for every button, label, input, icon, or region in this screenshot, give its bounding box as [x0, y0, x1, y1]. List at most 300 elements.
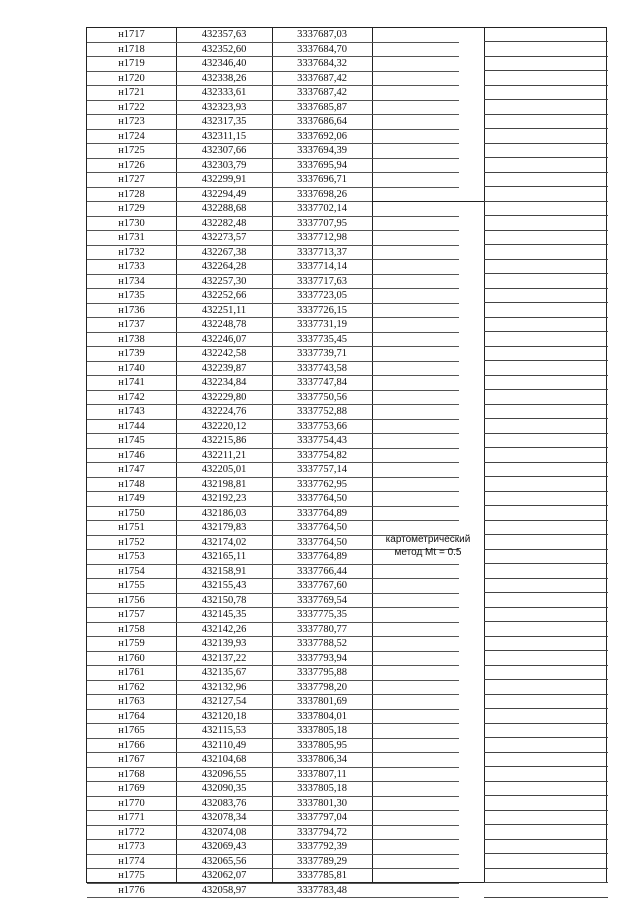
table-row: [87, 289, 459, 304]
coord-y: 3337804,01: [297, 710, 347, 722]
coord-y: 3337764,50: [297, 493, 347, 504]
table-row: [87, 652, 459, 667]
coord-y: 3337687,03: [297, 29, 347, 40]
point-id: н1726: [118, 159, 145, 171]
coord-y: 3337780,77: [297, 623, 347, 635]
coord-x: 432150,78: [201, 594, 247, 606]
point-id: н1759: [118, 638, 145, 649]
point-id: н1775: [118, 870, 145, 881]
point-id: н1750: [118, 507, 145, 519]
point-id: н1774: [118, 855, 145, 867]
coord-y: 3337798,20: [297, 681, 347, 693]
point-id: н1754: [118, 565, 145, 577]
table-row: [87, 884, 459, 899]
table-row: [87, 144, 459, 159]
table-row: [87, 391, 459, 406]
point-id: н1772: [118, 826, 145, 838]
coord-x: 432090,35: [201, 783, 247, 794]
point-id: н1722: [118, 101, 145, 113]
coord-x: 432357,63: [201, 29, 247, 40]
point-id: н1718: [118, 43, 145, 55]
coord-y: 3337805,18: [297, 783, 347, 794]
coord-x: 432179,83: [201, 522, 247, 533]
table-row: [87, 28, 459, 43]
table-row: [87, 434, 459, 449]
table-row: [87, 681, 459, 696]
table-row: [87, 57, 459, 72]
coord-x: 432145,35: [201, 609, 247, 620]
table-row: [87, 420, 459, 435]
coord-x: 432165,11: [201, 551, 247, 562]
table-row: [87, 188, 459, 203]
coord-x: 432239,87: [201, 362, 247, 374]
table-row: [87, 623, 459, 638]
error-cell-line: [484, 346, 608, 347]
error-cell-line: [484, 592, 608, 593]
coord-y: 3337807,11: [297, 768, 347, 780]
coord-y: 3337743,58: [297, 362, 347, 374]
coord-x: 432104,68: [201, 754, 247, 765]
error-cell-line: [484, 607, 608, 608]
error-cell-line: [484, 824, 608, 825]
error-cell-line: [484, 491, 608, 492]
coord-y: 3337695,94: [297, 159, 347, 171]
point-id: н1742: [118, 391, 145, 403]
coord-y: 3337717,63: [297, 275, 347, 287]
point-id: н1753: [118, 551, 145, 562]
point-id: н1762: [118, 681, 145, 693]
point-id: н1738: [118, 333, 145, 345]
coord-x: 432096,55: [201, 768, 247, 780]
table-row: [87, 173, 459, 188]
coord-y: 3337805,95: [297, 739, 347, 751]
table-row: [87, 463, 459, 478]
table-row: [87, 710, 459, 725]
table-row: [87, 739, 459, 754]
error-cell-line: [484, 737, 608, 738]
table-row: [87, 811, 459, 826]
table-row: [87, 115, 459, 130]
coord-x: 432282,48: [201, 217, 247, 229]
coord-x: 432192,23: [201, 493, 247, 504]
coord-y: 3337731,19: [297, 319, 347, 330]
table-row: [87, 362, 459, 377]
coord-x: 432069,43: [201, 841, 247, 852]
point-id: н1760: [118, 652, 145, 664]
method-cell: [372, 533, 484, 559]
coord-y: 3337754,82: [297, 449, 347, 461]
error-cell-line: [484, 563, 608, 564]
table-row: [87, 275, 459, 290]
coord-x: 432246,07: [201, 333, 247, 345]
table-row: [87, 217, 459, 232]
coord-y: 3337764,50: [297, 522, 347, 533]
table-row: [87, 797, 459, 812]
point-id: н1770: [118, 797, 145, 809]
coord-y: 3337769,54: [297, 594, 347, 606]
table-row: [87, 376, 459, 391]
point-id: н1728: [118, 188, 145, 200]
point-id: н1769: [118, 783, 145, 794]
table-row: [87, 72, 459, 87]
point-id: н1746: [118, 449, 145, 461]
coord-x: 432142,26: [201, 623, 247, 635]
point-id: н1734: [118, 275, 145, 287]
table-row: [87, 666, 459, 681]
table-row: [87, 231, 459, 246]
error-cell-line: [484, 868, 608, 869]
coord-y: 3337687,42: [297, 87, 347, 98]
point-id: н1745: [118, 435, 145, 446]
point-id: н1743: [118, 406, 145, 417]
coord-x: 432062,07: [201, 870, 247, 881]
point-id: н1768: [118, 768, 145, 780]
coord-x: 432198,81: [201, 478, 247, 490]
error-cell-line: [484, 650, 608, 651]
error-cell-line: [484, 781, 608, 782]
coord-x: 432252,66: [201, 290, 247, 301]
point-id: н1764: [118, 710, 145, 722]
table-row: [87, 492, 459, 507]
error-cell-line: [484, 708, 608, 709]
coordinates-table: [86, 27, 607, 896]
coord-x: 432267,38: [201, 246, 247, 258]
coord-y: 3337806,34: [297, 754, 347, 765]
coord-x: 432257,30: [201, 275, 247, 287]
coord-y: 3337694,39: [297, 145, 347, 156]
error-cell-line: [484, 215, 608, 216]
coord-y: 3337686,64: [297, 116, 347, 127]
coord-y: 3337747,84: [297, 377, 347, 388]
coord-x: 432248,78: [201, 319, 247, 330]
coord-y: 3337805,18: [297, 725, 347, 736]
coord-y: 3337775,35: [297, 609, 347, 620]
coord-x: 432110,49: [201, 739, 247, 751]
error-cell-line: [484, 230, 608, 231]
error-cell-line: [484, 534, 608, 535]
point-id: н1735: [118, 290, 145, 301]
point-id: н1757: [118, 609, 145, 620]
table-row: [87, 130, 459, 145]
error-cell-line: [484, 621, 608, 622]
error-cell-line: [484, 810, 608, 811]
coord-y: 3337696,71: [297, 174, 347, 185]
point-id: н1758: [118, 623, 145, 635]
table-row: [87, 579, 459, 594]
error-cell-line: [484, 476, 608, 477]
coord-y: 3337783,48: [297, 884, 347, 896]
coord-y: 3337785,81: [297, 870, 347, 881]
table-row: [87, 724, 459, 739]
coord-y: 3337794,72: [297, 826, 347, 838]
coord-y: 3337753,66: [297, 420, 347, 432]
coord-x: 432078,34: [201, 812, 247, 823]
coord-x: 432083,76: [201, 797, 247, 809]
table-row: [87, 304, 459, 319]
coord-x: 432299,91: [201, 174, 247, 185]
error-cell-line: [484, 853, 608, 854]
error-cell-line: [484, 259, 608, 260]
error-cell-line: [484, 99, 608, 100]
error-cell-line: [484, 795, 608, 796]
table-row: [87, 855, 459, 870]
coord-x: 432288,68: [201, 203, 247, 214]
point-id: н1744: [118, 420, 145, 432]
table-row: [87, 594, 459, 609]
point-id: н1724: [118, 130, 145, 142]
coord-x: 432346,40: [201, 58, 247, 69]
coord-y: 3337767,60: [297, 580, 347, 591]
error-cell-line: [484, 897, 608, 898]
table-row: [87, 869, 459, 884]
point-id: н1733: [118, 261, 145, 272]
coord-x: 432234,84: [201, 377, 247, 388]
point-id: н1717: [118, 29, 145, 40]
coord-y: 3337707,95: [297, 217, 347, 229]
table-row: [87, 260, 459, 275]
point-id: н1730: [118, 217, 145, 229]
error-cell-line: [484, 41, 608, 42]
coord-x: 432127,54: [201, 696, 247, 707]
error-cell-line: [484, 578, 608, 579]
point-id: н1732: [118, 246, 145, 258]
coord-y: 3337754,43: [297, 435, 347, 446]
error-cell-line: [484, 418, 608, 419]
coord-x: 432224,76: [201, 406, 247, 417]
table-row: [87, 507, 459, 522]
error-cell-line: [484, 331, 608, 332]
point-id: н1751: [118, 522, 145, 533]
error-cell-line: [484, 186, 608, 187]
error-cell-line: [484, 360, 608, 361]
group-separator: [372, 201, 484, 202]
error-cell-line: [484, 157, 608, 158]
error-cell-line: [484, 317, 608, 318]
coord-x: 432074,08: [201, 826, 247, 838]
error-cell-line: [484, 505, 608, 506]
coord-y: 3337692,06: [297, 130, 347, 142]
coord-x: 432115,53: [201, 725, 247, 736]
coord-x: 432135,67: [201, 667, 247, 678]
point-id: н1723: [118, 116, 145, 127]
error-cell-line: [484, 85, 608, 86]
coord-x: 432323,93: [201, 101, 247, 113]
coord-x: 432294,49: [201, 188, 247, 200]
coord-y: 3337684,70: [297, 43, 347, 55]
point-id: н1736: [118, 304, 145, 316]
error-cell-line: [484, 375, 608, 376]
coord-y: 3337764,89: [297, 507, 347, 519]
table-row: [87, 695, 459, 710]
coord-y: 3337684,32: [297, 58, 347, 69]
coord-x: 432338,26: [201, 72, 247, 84]
table-row: [87, 637, 459, 652]
coord-x: 432229,80: [201, 391, 247, 403]
point-id: н1741: [118, 377, 145, 388]
error-cell-line: [484, 56, 608, 57]
point-id: н1739: [118, 348, 145, 359]
error-cell-line: [484, 766, 608, 767]
coord-x: 432155,43: [201, 580, 247, 591]
coord-y: 3337712,98: [297, 232, 347, 243]
error-cell-line: [484, 549, 608, 550]
point-id: н1761: [118, 667, 145, 678]
point-id: н1771: [118, 812, 145, 823]
error-cell-line: [484, 389, 608, 390]
coord-x: 432137,22: [201, 652, 247, 664]
point-id: н1727: [118, 174, 145, 185]
coord-y: 3337714,14: [297, 261, 347, 272]
coord-y: 3337801,30: [297, 797, 347, 809]
point-id: н1719: [118, 58, 145, 69]
coord-x: 432311,15: [201, 130, 247, 142]
error-cell-line: [484, 882, 608, 883]
point-id: н1763: [118, 696, 145, 707]
coord-x: 432132,96: [201, 681, 247, 693]
coord-y: 3337757,14: [297, 464, 347, 475]
coord-y: 3337726,15: [297, 304, 347, 316]
point-id: н1731: [118, 232, 145, 243]
error-cell-line: [484, 404, 608, 405]
table-row: [87, 449, 459, 464]
table-row: [87, 753, 459, 768]
coord-y: 3337792,39: [297, 841, 347, 852]
point-id: н1765: [118, 725, 145, 736]
point-id: н1749: [118, 493, 145, 504]
point-id: н1720: [118, 72, 145, 84]
coord-y: 3337764,50: [297, 536, 347, 548]
coord-y: 3337789,29: [297, 855, 347, 867]
error-cell-line: [484, 114, 608, 115]
table-row: [87, 333, 459, 348]
coord-y: 3337795,88: [297, 667, 347, 678]
table-row: [87, 405, 459, 420]
point-id: н1729: [118, 203, 145, 214]
point-id: н1740: [118, 362, 145, 374]
coord-y: 3337793,94: [297, 652, 347, 664]
coord-y: 3337752,88: [297, 406, 347, 417]
coord-y: 3337766,44: [297, 565, 347, 577]
coord-y: 3337762,95: [297, 478, 347, 490]
table-row: [87, 86, 459, 101]
coord-x: 432264,28: [201, 261, 247, 272]
table-row: [87, 840, 459, 855]
coord-x: 432205,01: [201, 464, 247, 475]
table-row: [87, 782, 459, 797]
error-cell-line: [484, 128, 608, 129]
table-row: [87, 202, 459, 217]
point-id: н1755: [118, 580, 145, 591]
coord-x: 432307,66: [201, 145, 247, 156]
table-row: [87, 768, 459, 783]
coord-x: 432215,86: [201, 435, 247, 446]
point-id: н1756: [118, 594, 145, 606]
point-id: н1747: [118, 464, 145, 475]
table-row: [87, 43, 459, 58]
coord-x: 432120,18: [201, 710, 247, 722]
error-cell-line: [484, 143, 608, 144]
table-row: [87, 478, 459, 493]
coord-y: 3337739,71: [297, 348, 347, 359]
coord-y: 3337750,56: [297, 391, 347, 403]
coord-y: 3337698,26: [297, 188, 347, 200]
table-row: [87, 608, 459, 623]
point-id: н1767: [118, 754, 145, 765]
error-cell-line: [484, 447, 608, 448]
table-row: [87, 101, 459, 116]
error-cell-line: [484, 273, 608, 274]
method-line-2: метод Mt = 0.5: [394, 547, 462, 558]
error-cell-line: [484, 665, 608, 666]
error-cell-line: [484, 433, 608, 434]
point-id: н1748: [118, 478, 145, 490]
coord-y: 3337702,14: [297, 203, 347, 214]
point-id: н1737: [118, 319, 145, 330]
table-row: [87, 826, 459, 841]
point-id: н1725: [118, 145, 145, 156]
coord-y: 3337764,89: [297, 551, 347, 562]
point-id: н1773: [118, 841, 145, 852]
error-cell-line: [484, 839, 608, 840]
coord-y: 3337685,87: [297, 101, 347, 113]
coord-x: 432352,60: [201, 43, 247, 55]
coord-y: 3337801,69: [297, 696, 347, 707]
coord-y: 3337723,05: [297, 290, 347, 301]
point-id: н1752: [118, 536, 145, 548]
coord-x: 432333,61: [201, 87, 247, 98]
coord-x: 432058,97: [201, 884, 247, 896]
error-cell-line: [484, 636, 608, 637]
error-cell-line: [484, 723, 608, 724]
coord-x: 432065,56: [201, 855, 247, 867]
coord-y: 3337687,42: [297, 72, 347, 84]
error-cell-line: [484, 302, 608, 303]
table-row: [87, 318, 459, 333]
coord-x: 432211,21: [201, 449, 247, 461]
error-cell-line: [484, 244, 608, 245]
error-cell-line: [484, 462, 608, 463]
coord-y: 3337797,04: [297, 812, 347, 823]
point-id: н1776: [118, 884, 145, 896]
coord-x: 432273,57: [201, 232, 247, 243]
error-cell-line: [484, 752, 608, 753]
error-cell-line: [484, 70, 608, 71]
table-row: [87, 565, 459, 580]
error-cell-line: [484, 172, 608, 173]
error-cell-line: [484, 288, 608, 289]
point-id: н1721: [118, 87, 145, 98]
point-id: н1766: [118, 739, 145, 751]
error-cell-line: [484, 679, 608, 680]
table-row: [87, 159, 459, 174]
coord-x: 432220,12: [201, 420, 247, 432]
table-row: [87, 246, 459, 261]
coord-y: 3337735,45: [297, 333, 347, 345]
coord-y: 3337713,37: [297, 246, 347, 258]
coord-x: 432186,03: [201, 507, 247, 519]
coord-x: 432303,79: [201, 159, 247, 171]
table-row: [87, 347, 459, 362]
coord-x: 432158,91: [201, 565, 247, 577]
error-cell-line: [484, 201, 608, 202]
coord-x: 432251,11: [201, 304, 247, 316]
error-cell-line: [484, 694, 608, 695]
coord-x: 432174,02: [201, 536, 247, 548]
coord-y: 3337788,52: [297, 638, 347, 649]
error-cell-line: [484, 520, 608, 521]
method-line-1: картометрический: [385, 534, 471, 545]
coord-x: 432317,35: [201, 116, 247, 127]
